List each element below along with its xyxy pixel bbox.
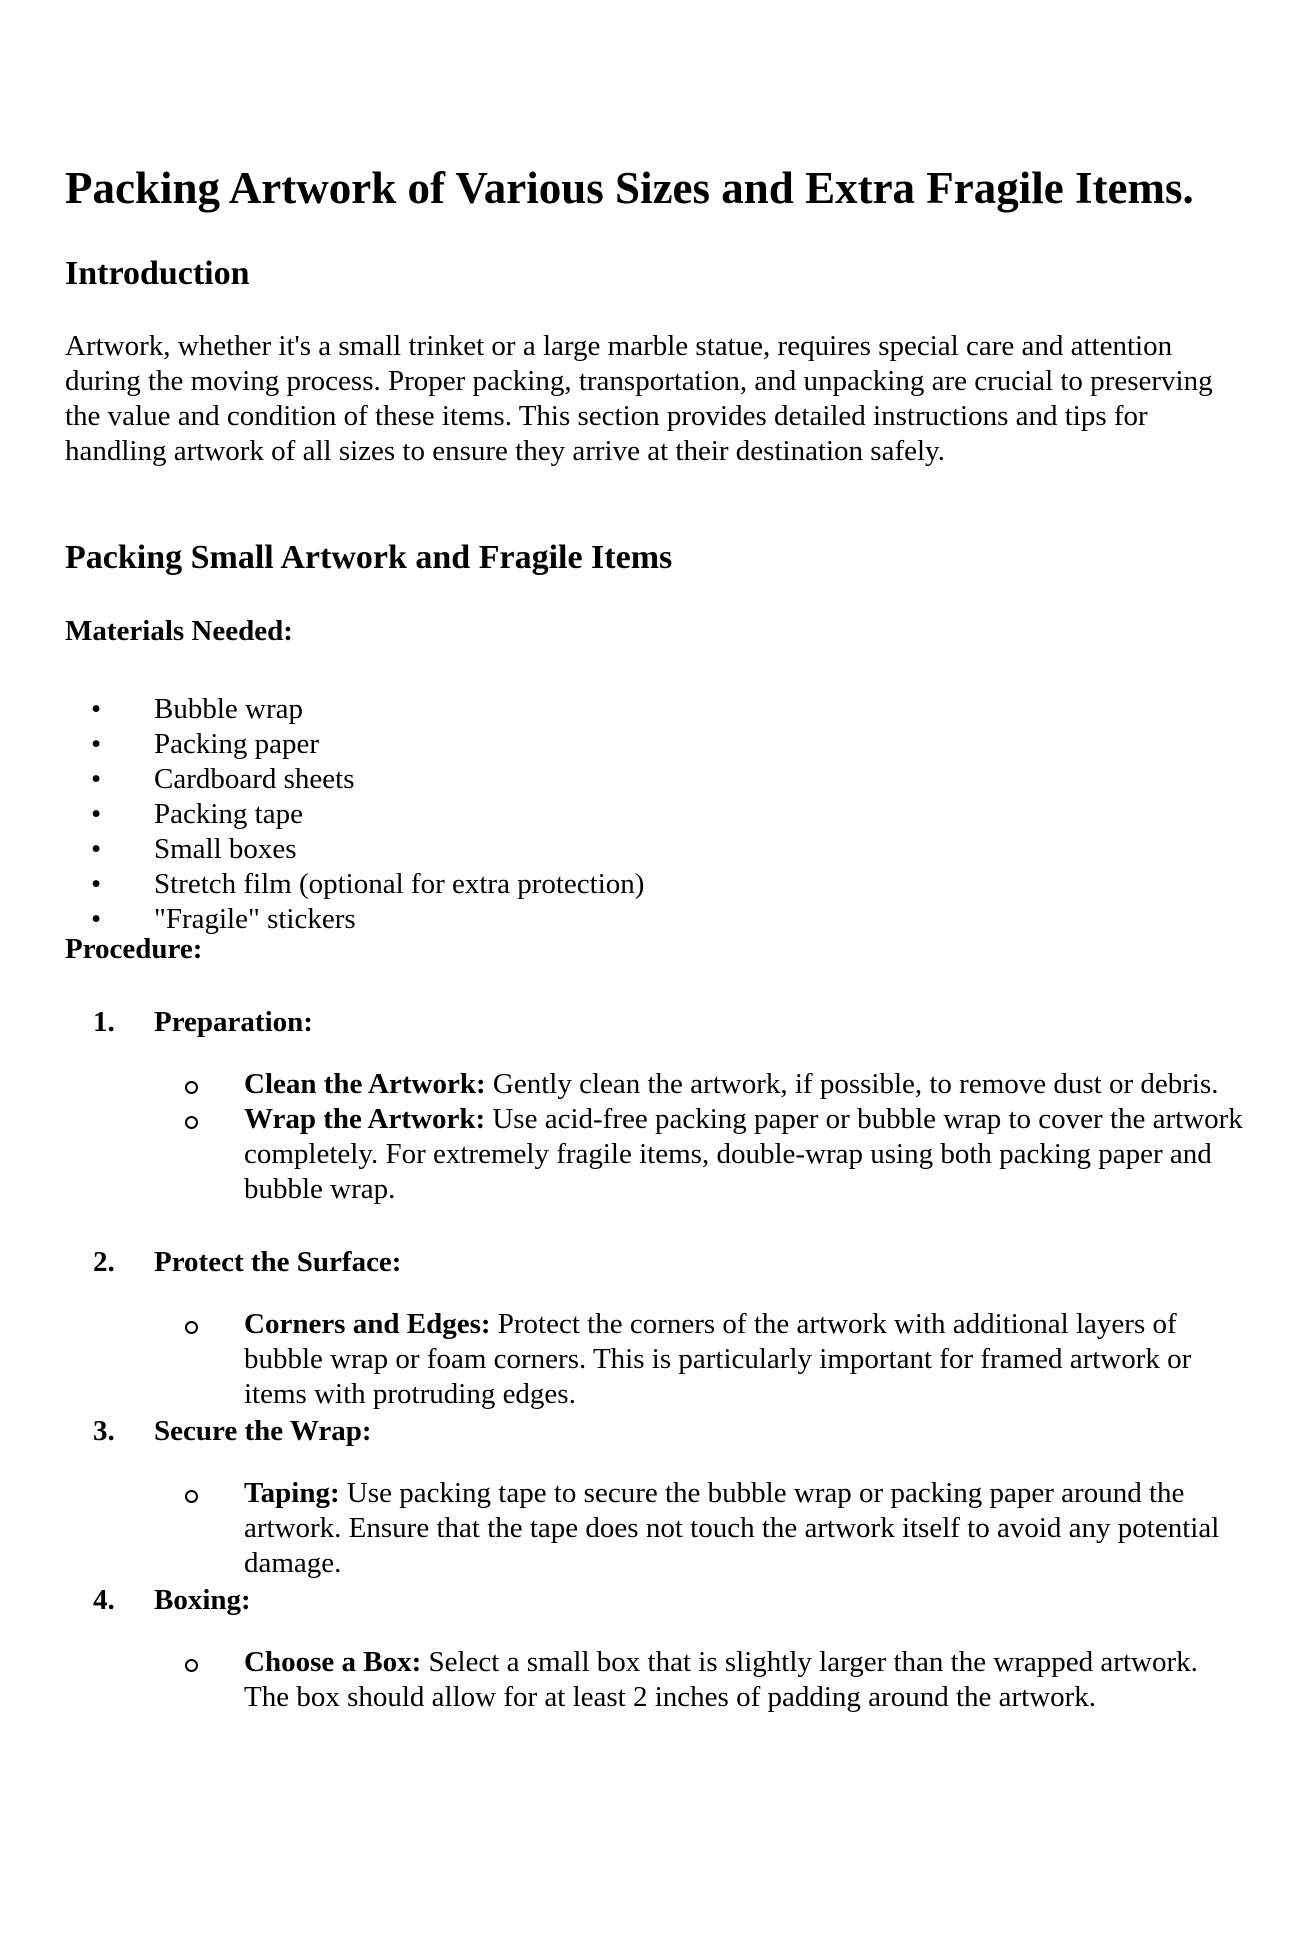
material-label: Packing paper xyxy=(154,728,320,760)
list-item xyxy=(65,692,644,727)
material-label: Packing tape xyxy=(154,798,303,830)
bullet-icon: • xyxy=(91,903,102,935)
substep-text: Use packing tape to secure the bubble wrap or packing paper around the artwork. Ensure that the tape does not touch the artwork itself to avoid any potential damage. xyxy=(244,1477,1220,1579)
circle-bullet-icon xyxy=(185,1659,198,1672)
material-label: Stretch film (optional for extra protection) xyxy=(154,868,645,900)
substep-text: Select a small box that is slightly larger than the wrapped artwork. The box should allow for at least 2 inches of padding around the artwork. xyxy=(244,1646,1198,1713)
list-item xyxy=(65,867,644,902)
circle-bullet-icon xyxy=(185,1321,198,1334)
material-label: Bubble wrap xyxy=(154,693,303,725)
substep-label: Corners and Edges: xyxy=(244,1308,491,1340)
procedure-step xyxy=(65,1005,1245,1207)
document-title: Packing Artwork of Various Sizes and Extra Fragile Items. xyxy=(65,163,1194,213)
step-number: 3. xyxy=(93,1415,115,1447)
materials-list xyxy=(65,692,644,937)
step-substeps xyxy=(65,1645,1245,1715)
step-title: Protect the Surface: xyxy=(154,1246,402,1278)
step-title: Secure the Wrap: xyxy=(154,1415,372,1447)
list-item xyxy=(65,832,644,867)
bullet-icon: • xyxy=(91,728,102,760)
substep-label: Clean the Artwork: xyxy=(244,1068,486,1100)
bullet-icon: • xyxy=(91,868,102,900)
section-heading: Packing Small Artwork and Fragile Items xyxy=(65,539,673,576)
introduction-paragraph: Artwork, whether it's a small trinket or a large marble statue, requires special care and attention during the moving process. Proper packing, transportation, and unpacking are crucial to preserving the value and condition of these items. This section provides detailed instructions and tips for handling artwork of all sizes to ensure they arrive at their destination safely. xyxy=(65,330,1213,467)
step-substeps xyxy=(65,1476,1245,1581)
material-label: "Fragile" stickers xyxy=(154,903,356,935)
introduction-heading: Introduction xyxy=(65,255,250,292)
list-item xyxy=(65,1476,1245,1581)
circle-bullet-icon xyxy=(185,1081,198,1094)
bullet-icon: • xyxy=(91,798,102,830)
substep-label: Wrap the Artwork: xyxy=(244,1103,486,1135)
material-label: Small boxes xyxy=(154,833,297,865)
list-item xyxy=(65,1067,1245,1102)
materials-heading: Materials Needed: xyxy=(65,615,293,647)
circle-bullet-icon xyxy=(185,1116,198,1129)
list-item xyxy=(65,1645,1245,1715)
step-number: 2. xyxy=(93,1246,115,1278)
procedure-step xyxy=(65,1245,1245,1412)
procedure-step xyxy=(65,1583,1245,1715)
procedure-heading: Procedure: xyxy=(65,933,203,965)
step-heading xyxy=(65,1583,1245,1618)
step-heading xyxy=(65,1414,1245,1449)
bullet-icon: • xyxy=(91,833,102,865)
step-heading xyxy=(65,1005,1245,1040)
substep-label: Taping: xyxy=(244,1477,340,1509)
list-item xyxy=(65,1102,1245,1207)
bullet-icon: • xyxy=(91,693,102,725)
step-substeps xyxy=(65,1307,1245,1412)
list-item xyxy=(65,762,644,797)
step-substeps xyxy=(65,1067,1245,1207)
list-item xyxy=(65,727,644,762)
bullet-icon: • xyxy=(91,763,102,795)
step-heading xyxy=(65,1245,1245,1280)
step-title: Preparation: xyxy=(154,1006,313,1038)
substep-text: Gently clean the artwork, if possible, to remove dust or debris. xyxy=(485,1068,1219,1100)
circle-bullet-icon xyxy=(185,1490,198,1503)
step-title: Boxing: xyxy=(154,1584,251,1616)
step-number: 1. xyxy=(93,1006,115,1038)
step-number: 4. xyxy=(93,1584,115,1616)
list-item xyxy=(65,797,644,832)
substep-text: Use acid-free packing paper or bubble wrap to cover the artwork completely. For extremely fragile items, double-wrap using both packing paper and bubble wrap. xyxy=(244,1103,1243,1205)
substep-label: Choose a Box: xyxy=(244,1646,422,1678)
material-label: Cardboard sheets xyxy=(154,763,355,795)
substep-text: Protect the corners of the artwork with additional layers of bubble wrap or foam corners. This is particularly important for framed artwork or items with protruding edges. xyxy=(244,1308,1192,1410)
list-item xyxy=(65,1307,1245,1412)
procedure-step xyxy=(65,1414,1245,1581)
